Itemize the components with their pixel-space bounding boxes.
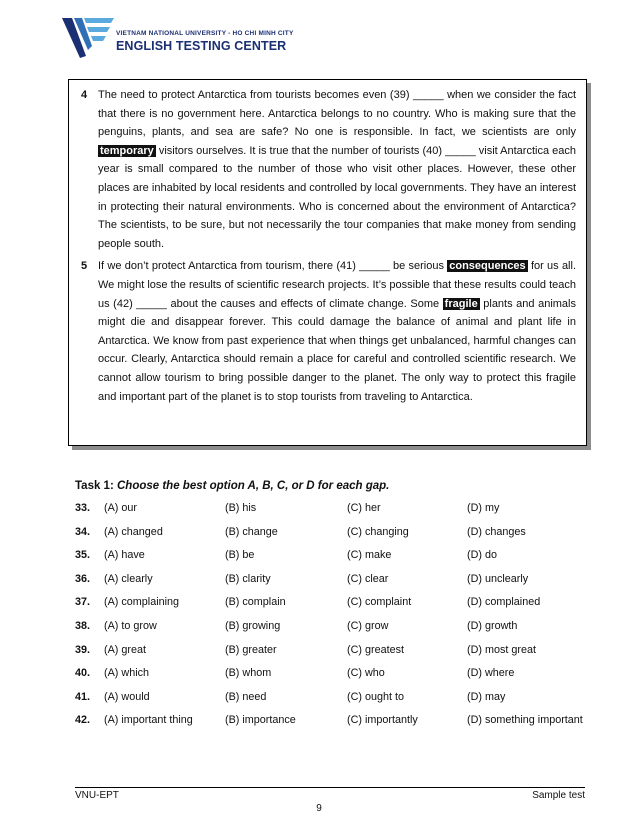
center-name: ENGLISH TESTING CENTER: [116, 39, 287, 53]
paragraph-5: [81, 257, 576, 406]
question-number: 42.: [75, 714, 91, 727]
option-b: (B) complain: [225, 596, 286, 609]
option-b: (B) whom: [225, 667, 272, 680]
question-list: [75, 502, 605, 738]
question-row: [75, 644, 605, 668]
university-name: VIETNAM NATIONAL UNIVERSITY - HO CHI MINH CITY: [116, 30, 294, 37]
option-c: (C) grow: [347, 619, 389, 632]
paragraph-text: If we don’t protect Antarctica from tourism, there (41) _____ be serious: [98, 260, 448, 273]
option-a: (A) to grow: [104, 619, 157, 632]
option-a: (A) clearly: [104, 572, 153, 585]
footer-divider: [75, 787, 585, 788]
question-row: [75, 667, 605, 691]
task-label: Task 1:: [75, 480, 117, 492]
option-a: (A) have: [104, 549, 145, 562]
option-b: (B) be: [225, 549, 255, 562]
question-row: [75, 526, 605, 550]
option-d: (D) my: [467, 502, 500, 514]
question-row: [75, 549, 605, 573]
option-d: (D) do: [467, 549, 497, 562]
highlighted-word-temporary: temporary: [100, 144, 154, 157]
paragraph-text: visitors ourselves. It is true that the number of tourists (40) _____ visit Antarctica each year is small compared to the number of those who visit other places. However, these other places are inhabited by local residents and controlled by local governments. They have an interest in protecting their natural environments. Who is concerned about the environment of Antarctica? The scientists, to be sure, but not necessarily the tour companies that make money from sending people south.: [98, 144, 576, 250]
option-b: (B) importance: [225, 714, 296, 727]
question-number: 36.: [75, 572, 91, 585]
footer-test-name: VNU-EPT: [75, 790, 119, 801]
option-c: (C) clear: [347, 572, 389, 585]
option-b: (B) his: [225, 502, 257, 514]
option-d: (D) something important: [467, 714, 583, 727]
option-d: (D) unclearly: [467, 572, 529, 585]
task-instruction: Choose the best option A, B, C, or D for each gap.: [116, 480, 390, 492]
option-c: (C) her: [347, 502, 381, 514]
option-b: (B) need: [225, 690, 267, 703]
option-d: (D) changes: [467, 525, 526, 538]
question-number: 39.: [75, 643, 91, 656]
option-c: (C) complaint: [347, 596, 412, 609]
paragraph-text: The need to protect Antarctica from tourists becomes even (39) _____ when we consider the fact that there is no government here. Antarctica belongs to no country. Who is making sure that the penguins, plants, and sea are safe? No one is responsible. In fact, we scientists are only: [98, 89, 576, 139]
question-number: 38.: [75, 619, 91, 632]
option-a: (A) would: [104, 690, 150, 703]
option-d: (D) where: [467, 667, 515, 680]
footer-doc-type: Sample test: [532, 790, 585, 801]
question-number: 40.: [75, 667, 91, 680]
reading-passage: [68, 79, 587, 446]
option-d: (D) growth: [467, 619, 518, 632]
option-a: (A) which: [104, 667, 149, 680]
paragraph-text: for us all. We might lose the results of scientific research projects. It’s possible that these results could teach us (42) _____ about the causes and effects of climate change. Some: [98, 260, 577, 310]
question-number: 41.: [75, 690, 91, 703]
option-b: (B) clarity: [225, 572, 271, 585]
option-a: (A) complaining: [104, 596, 180, 609]
etc-logo: [62, 16, 362, 66]
logo-mark-icon: [62, 16, 114, 60]
paragraph-number: 4: [81, 89, 88, 101]
question-row: [75, 596, 605, 620]
question-number: 34.: [75, 525, 91, 538]
option-c: (C) importantly: [347, 714, 418, 727]
task-title: [75, 480, 389, 492]
option-a: (A) our: [104, 502, 137, 514]
paragraph-4: [81, 86, 576, 253]
option-a: (A) important thing: [104, 714, 193, 727]
question-row: [75, 502, 605, 526]
question-number: 35.: [75, 549, 91, 562]
page-number: 9: [316, 803, 322, 814]
option-c: (C) make: [347, 549, 392, 562]
highlighted-word-fragile: fragile: [444, 297, 478, 310]
question-number: 33.: [75, 502, 91, 514]
question-row: [75, 573, 605, 597]
option-b: (B) change: [225, 525, 278, 538]
option-d: (D) complained: [467, 596, 541, 609]
paragraph-text: plants and animals might die and disappear forever. This could damage the balance of animal and plant life in Antarctica. We know from past experience that when things get unbalanced, harmful changes can occur. Clearly, Antarctica should remain a place for careful and controlled scientific research. We cannot allow tourism to bring possible danger to the planet. The only way to protect this fragile and important part of the planet is to stop tourists from traveling to Antarctica.: [98, 297, 576, 403]
highlighted-word-consequences: consequences: [449, 260, 526, 273]
option-c: (C) who: [347, 667, 385, 680]
option-b: (B) growing: [225, 619, 281, 632]
question-row: [75, 620, 605, 644]
option-c: (C) greatest: [347, 643, 404, 656]
option-d: (D) may: [467, 690, 506, 703]
option-a: (A) changed: [104, 525, 163, 538]
paragraph-number: 5: [81, 260, 88, 273]
question-number: 37.: [75, 596, 91, 609]
option-c: (C) changing: [347, 525, 409, 538]
option-a: (A) great: [104, 643, 147, 656]
question-row: [75, 691, 605, 715]
option-c: (C) ought to: [347, 690, 405, 703]
question-row: [75, 714, 605, 738]
option-d: (D) most great: [467, 643, 536, 656]
option-b: (B) greater: [225, 643, 277, 656]
